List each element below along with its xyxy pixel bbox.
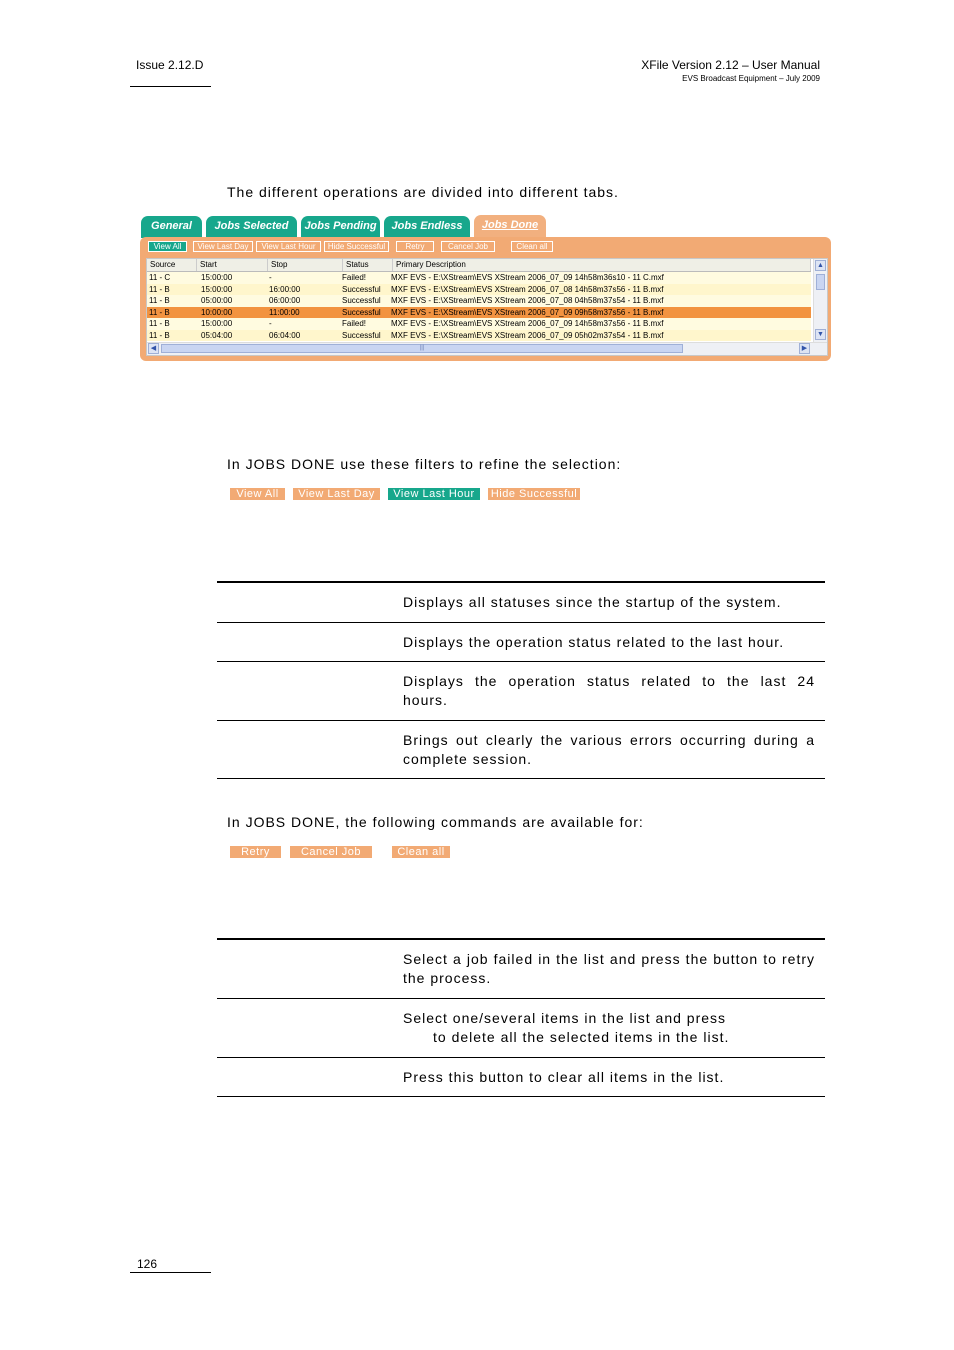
table-row[interactable]	[147, 295, 811, 307]
command-desc: Select a job failed in the list and press the button to retry the process.	[403, 951, 815, 986]
cell-stop: 06:04:00	[269, 330, 301, 340]
cell-start: 15:00:00	[201, 284, 233, 294]
page-number: 126	[137, 1257, 158, 1271]
filter-desc: Displays all statuses since the startup of the system.	[403, 594, 782, 610]
tab-jobs-pending[interactable]: Jobs Pending	[301, 216, 380, 238]
grid-header	[147, 259, 811, 272]
horizontal-scrollbar[interactable]	[147, 342, 827, 355]
scroll-down-icon[interactable]: ▼	[815, 329, 826, 340]
col-status[interactable]: Status	[343, 259, 393, 271]
cell-start: 05:04:00	[201, 330, 233, 340]
filter-view-last-hour-button[interactable]: View Last Hour	[387, 487, 481, 501]
scroll-up-icon[interactable]: ▲	[815, 260, 826, 271]
jobs-done-screenshot	[140, 214, 831, 361]
cell-description: MXF EVS - E:\XStream\EVS XStream 2006_07_08 14h58m37s56 - 11 B.mxf	[391, 284, 664, 294]
cell-start: 15:00:00	[201, 319, 233, 328]
scroll-left-icon[interactable]: ◀	[148, 343, 159, 354]
vertical-scrollbar[interactable]	[813, 259, 827, 343]
cell-status: Successful	[342, 296, 381, 305]
table-row[interactable]	[147, 272, 811, 284]
doc-title-block	[641, 58, 820, 83]
cell-start: 05:00:00	[201, 296, 233, 305]
col-primary-description[interactable]: Primary Description	[393, 259, 811, 271]
cell-stop: 16:00:00	[269, 284, 301, 294]
doc-subtitle: EVS Broadcast Equipment – July 2009	[682, 74, 820, 83]
doc-title: XFile Version 2.12 – User Manual	[641, 58, 820, 72]
filter-row-view-last-hour	[217, 623, 825, 662]
command-row-clean-all	[217, 1058, 825, 1097]
tab-jobs-done[interactable]	[474, 215, 546, 239]
cell-status: Successful	[342, 284, 381, 294]
commands-text: In JOBS DONE, the following commands are available for:	[227, 814, 644, 830]
tab-jobs-endless[interactable]: Jobs Endless	[384, 216, 470, 238]
cell-source: 11 - C	[149, 273, 171, 282]
intro-text: The different operations are divided into different tabs.	[227, 184, 619, 200]
cancel-job-button[interactable]: Cancel Job	[441, 241, 495, 252]
filter-hide-successful-button[interactable]: Hide Successful	[487, 487, 581, 501]
filter-row-hide-successful	[217, 721, 825, 779]
tab-jobs-selected[interactable]: Jobs Selected	[206, 216, 297, 238]
cell-stop: -	[269, 319, 272, 328]
cell-status: Successful	[342, 307, 381, 317]
vertical-scroll-thumb[interactable]	[816, 274, 825, 290]
command-desc-line2: to delete all the selected items in the list.	[433, 1029, 730, 1045]
cell-source: 11 - B	[149, 284, 170, 294]
command-cancel-job-button[interactable]: Cancel Job	[289, 845, 373, 859]
footer-rule	[130, 1272, 211, 1273]
view-last-day-button[interactable]: View Last Day	[193, 241, 253, 252]
command-desc	[403, 1009, 815, 1047]
command-retry-button[interactable]: Retry	[229, 845, 282, 859]
header-rule	[130, 86, 211, 87]
view-all-button[interactable]: View All	[148, 241, 187, 252]
cell-status: Failed!	[342, 273, 367, 282]
jobs-grid	[146, 258, 828, 356]
clean-all-button[interactable]: Clean all	[511, 241, 553, 252]
filter-desc: Brings out clearly the various errors occurring during a complete session.	[403, 732, 815, 767]
filter-desc: Displays the operation status related to the last 24 hours.	[403, 673, 815, 708]
cell-stop: 11:00:00	[269, 307, 300, 317]
col-source[interactable]: Source	[147, 259, 197, 271]
scroll-right-icon[interactable]: ▶	[799, 343, 810, 354]
filters-text: In JOBS DONE use these filters to refine the selection:	[227, 456, 622, 472]
cell-description: MXF EVS - E:\XStream\EVS XStream 2006_07_09 09h58m37s56 - 11 B.mxf	[391, 307, 664, 317]
cell-start: 15:00:00	[201, 273, 233, 282]
retry-button[interactable]: Retry	[396, 241, 434, 252]
command-row-cancel-job	[217, 999, 825, 1058]
cell-status: Failed!	[342, 319, 367, 328]
cell-source: 11 - B	[149, 307, 170, 317]
cell-description: MXF EVS - E:\XStream\EVS XStream 2006_07_09 05h02m37s54 - 11 B.mxf	[391, 330, 664, 340]
command-desc: Press this button to clear all items in the list.	[403, 1069, 725, 1085]
command-row-retry	[217, 940, 825, 999]
filter-view-all-button[interactable]: View All	[229, 487, 286, 501]
view-last-hour-button[interactable]: View Last Hour	[256, 241, 321, 252]
issue-label: Issue 2.12.D	[136, 58, 204, 72]
filter-desc: Displays the operation status related to the last hour.	[403, 634, 785, 650]
cell-source: 11 - B	[149, 296, 170, 305]
filter-row-view-all	[217, 583, 825, 623]
table-row[interactable]	[147, 318, 811, 330]
cell-description: MXF EVS - E:\XStream\EVS XStream 2006_07_09 14h58m36s10 - 11 C.mxf	[391, 273, 664, 282]
hide-successful-button[interactable]: Hide Successful	[324, 241, 389, 252]
horizontal-scroll-thumb[interactable]: |||	[161, 344, 683, 353]
cell-start: 10:00:00	[201, 307, 233, 317]
filter-view-last-day-button[interactable]: View Last Day	[292, 487, 381, 501]
cell-description: MXF EVS - E:\XStream\EVS XStream 2006_07_09 14h58m37s56 - 11 B.mxf	[391, 319, 664, 328]
cell-source: 11 - B	[149, 319, 170, 328]
jobs-done-panel	[140, 237, 831, 361]
tab-jobs-done-label: Jobs Done	[481, 219, 539, 231]
cell-description: MXF EVS - E:\XStream\EVS XStream 2006_07_08 04h58m37s54 - 11 B.mxf	[391, 296, 664, 305]
table-row[interactable]	[147, 330, 811, 342]
filter-row-view-last-day	[217, 662, 825, 721]
table-row-selected[interactable]	[147, 307, 811, 319]
cell-stop: 06:00:00	[269, 296, 301, 305]
cell-source: 11 - B	[149, 330, 170, 340]
command-desc-line1: Select one/several items in the list and press	[403, 1010, 727, 1026]
col-stop[interactable]: Stop	[268, 259, 343, 271]
tab-general[interactable]: General	[141, 216, 202, 238]
cell-status: Successful	[342, 330, 381, 340]
command-clean-all-button[interactable]: Clean all	[391, 845, 451, 859]
table-row[interactable]	[147, 284, 811, 296]
cell-stop: -	[269, 273, 272, 282]
col-start[interactable]: Start	[197, 259, 268, 271]
